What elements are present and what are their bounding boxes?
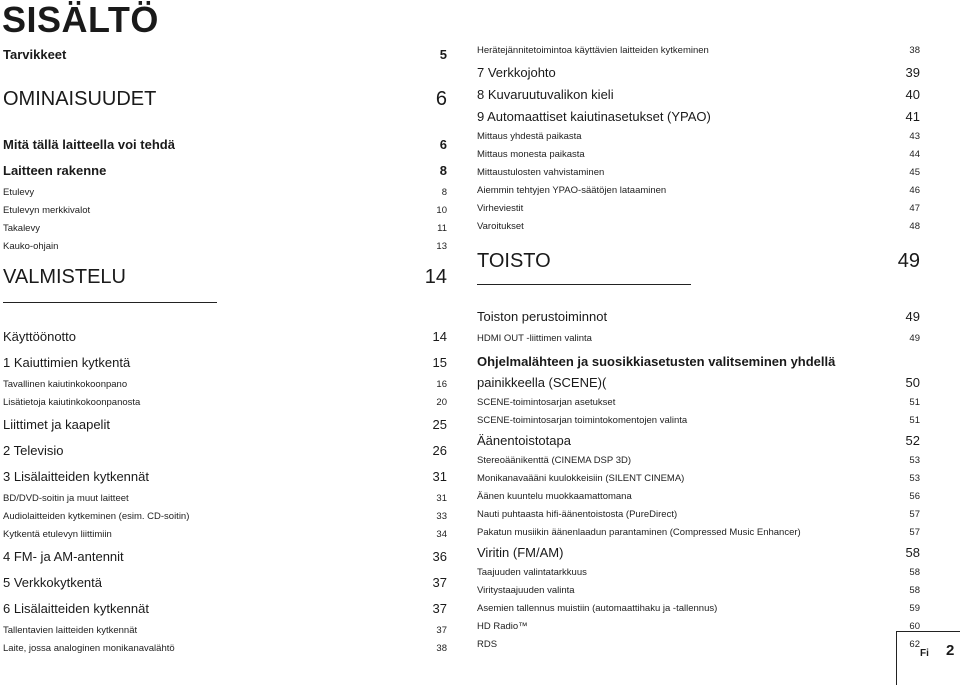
toc-entry-verkkojohto[interactable]: 7 Verkkojohto 39 [477, 65, 920, 80]
chapter-underline [3, 302, 217, 303]
toc-item[interactable]: Viritystaajuuden valinta 58 [477, 585, 920, 596]
toc-item[interactable]: Nauti puhtaasta hifi-äänentoistosta (PureDirect) 57 [477, 509, 920, 520]
toc-item[interactable]: Stereoäänikenttä (CINEMA DSP 3D) 53 [477, 455, 920, 466]
toc-item[interactable]: Mittaustulosten vahvistaminen 45 [477, 167, 920, 178]
toc-item[interactable]: RDS 62 [477, 639, 920, 650]
toc-item[interactable]: Mittaus monesta paikasta 44 [477, 149, 920, 160]
toc-item[interactable]: Taajuuden valintatarkkuus 58 [477, 567, 920, 578]
toc-entry-ypao[interactable]: 9 Automaattiset kaiutinasetukset (YPAO) 41 [477, 109, 920, 124]
toc-item[interactable]: Kytkentä etulevyn liittimiin 34 [3, 529, 447, 540]
toc-entry-lisalaitteet[interactable]: 3 Lisälaitteiden kytkennät 31 [3, 469, 447, 484]
toc-item[interactable]: HD Radio™ 60 [477, 621, 920, 632]
chapter-page: 14 [424, 266, 447, 288]
toc-item[interactable]: SCENE-toimintosarjan toimintokomentojen valinta 51 [477, 415, 920, 426]
toc-entry-kaiuttimet[interactable]: 1 Kaiuttimien kytkentä 15 [3, 355, 447, 370]
toc-item[interactable]: Asemien tallennus muistiin (automaattihaku ja -tallennus) 59 [477, 603, 920, 614]
toc-item[interactable]: Lisätietoja kaiutinkokoonpanosta 20 [3, 397, 447, 408]
toc-item[interactable]: Takalevy 11 [3, 223, 447, 234]
toc-item[interactable]: Varoitukset 48 [477, 221, 920, 232]
toc-item[interactable]: Tavallinen kaiutinkokoonpano 16 [3, 379, 447, 390]
toc-item[interactable]: Pakatun musiikin äänenlaadun parantaminen (Compressed Music Enhancer) 57 [477, 527, 920, 538]
toc-item[interactable]: Etulevy 8 [3, 187, 447, 198]
toc-item[interactable]: Kauko-ohjain 13 [3, 241, 447, 252]
toc-item[interactable]: Virheviestit 47 [477, 203, 920, 214]
toc-entry-tarvikkeet[interactable]: Tarvikkeet 5 [3, 47, 447, 62]
chapter-toisto[interactable] [477, 250, 920, 296]
toc-entry-antennit[interactable]: 4 FM- ja AM-antennit 36 [3, 549, 447, 564]
toc-item[interactable]: Äänen kuuntelu muokkaamattomana 56 [477, 491, 920, 502]
toc-entry-rakenne[interactable]: Laitteen rakenne 8 [3, 163, 447, 178]
chapter-underline [477, 284, 691, 285]
toc-item[interactable]: Etulevyn merkkivalot 10 [3, 205, 447, 216]
toc-item[interactable]: Audiolaitteiden kytkeminen (esim. CD-soitin) 33 [3, 511, 447, 522]
toc-item[interactable]: Laite, jossa analoginen monikanavalähtö 38 [3, 643, 447, 654]
toc-entry-mita[interactable]: Mitä tällä laitteella voi tehdä 6 [3, 137, 447, 152]
toc-item[interactable]: Tallentavien laitteiden kytkennät 37 [3, 625, 447, 636]
toc-entry-kieli[interactable]: 8 Kuvaruutuvalikon kieli 40 [477, 87, 920, 102]
language-label: Fi [920, 648, 929, 659]
toc-left-column [3, 40, 447, 658]
toc-item[interactable]: BD/DVD-soitin ja muut laitteet 31 [3, 493, 447, 504]
toc-entry-aanentoistotapa[interactable]: Äänentoistotapa 52 [477, 433, 920, 448]
toc-right-column [477, 40, 920, 654]
toc-item[interactable]: HDMI OUT -liittimen valinta 49 [477, 333, 920, 344]
toc-entry-perustoiminnot[interactable]: Toiston perustoiminnot 49 [477, 309, 920, 324]
toc-item[interactable]: Mittaus yhdestä paikasta 43 [477, 131, 920, 142]
toc-item[interactable]: SCENE-toimintosarjan asetukset 51 [477, 397, 920, 408]
chapter-page: 6 [435, 88, 447, 110]
toc-entry-televisio[interactable]: 2 Televisio 26 [3, 443, 447, 458]
chapter-ominaisuudet[interactable] [3, 88, 447, 122]
toc-entry-verkkokytkenta[interactable]: 5 Verkkokytkentä 37 [3, 575, 447, 590]
chapter-valmistelu[interactable] [3, 266, 447, 312]
toc-item[interactable]: Aiemmin tehtyjen YPAO-säätöjen lataaminen 46 [477, 185, 920, 196]
chapter-title: VALMISTELU [3, 266, 126, 288]
chapter-page: 49 [897, 250, 920, 272]
toc-entry-ohjelma[interactable]: painikkeella (SCENE)( 50 [477, 375, 920, 390]
chapter-title: TOISTO [477, 250, 551, 272]
toc-item[interactable]: Monikanavaääni kuulokkeisiin (SILENT CINEMA) 53 [477, 473, 920, 484]
toc-entry-ohjelma-line1[interactable]: Ohjelmalähteen ja suosikkiasetusten valitseminen yhdellä [477, 354, 836, 369]
page-number: 2 [946, 642, 955, 659]
page-title: SISÄLTÖ [2, 0, 159, 40]
toc-entry-kayttoonotto[interactable]: Käyttöönotto 14 [3, 329, 447, 344]
toc-item[interactable]: Herätejännitetoimintoa käyttävien laitteiden kytkeminen 38 [477, 45, 920, 56]
toc-entry-liittimet[interactable]: Liittimet ja kaapelit 25 [3, 417, 447, 432]
chapter-title: OMINAISUUDET [3, 88, 157, 110]
toc-entry-viritin[interactable]: Viritin (FM/AM) 58 [477, 545, 920, 560]
toc-entry-lisalaitteet-6[interactable]: 6 Lisälaitteiden kytkennät 37 [3, 601, 447, 616]
